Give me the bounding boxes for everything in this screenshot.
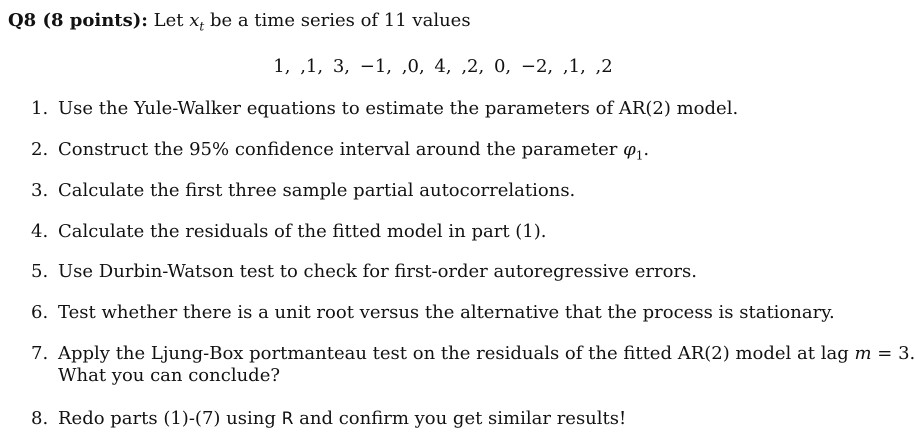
- task-text-continuation: What you can conclude?: [58, 365, 280, 386]
- task-item-1: [31, 98, 738, 120]
- task-number: 4.: [31, 221, 49, 242]
- task-text-before: Construct the 95% confidence interval around the parameter: [58, 139, 618, 160]
- task-text: Calculate the residuals of the fitted model in part (1).: [58, 221, 547, 242]
- lag-variable: m: [854, 343, 872, 364]
- task-number: 7.: [31, 343, 49, 364]
- task-text: Calculate the first three sample partial autocorrelations.: [58, 180, 576, 201]
- series-value: −1,: [359, 56, 393, 77]
- task-text-after: = 3.: [877, 343, 915, 364]
- series-value: ,1,: [562, 56, 586, 77]
- task-text-after: and confirm you get similar results!: [299, 408, 627, 429]
- task-item-8: [31, 408, 626, 430]
- series-value: ,2,: [461, 56, 485, 77]
- task-item-5: [31, 261, 697, 283]
- task-item-2: [31, 139, 649, 167]
- task-text: [58, 343, 915, 365]
- series-values: [0, 56, 878, 78]
- phi-subscript: 1: [635, 148, 644, 163]
- series-value: 1,: [273, 56, 291, 77]
- task-number: 8.: [31, 408, 49, 429]
- task-text: Use Durbin-Watson test to check for first-order autoregressive errors.: [58, 261, 697, 282]
- task-text: [58, 408, 626, 430]
- header-var-letter: x: [189, 10, 200, 31]
- phi-symbol: φ: [623, 139, 636, 160]
- task-text-before: Apply the Ljung-Box portmanteau test on the residuals of the fitted AR(2) model at lag: [58, 343, 849, 364]
- task-text: Test whether there is a unit root versus the alternative that the process is stationary.: [58, 302, 835, 323]
- task-number: 1.: [31, 98, 49, 119]
- series-value: 0,: [493, 56, 512, 77]
- task-item-6: [31, 302, 835, 324]
- task-item-7: [31, 343, 915, 387]
- header-text-before-var: Let: [153, 10, 184, 31]
- header-var: [189, 10, 205, 34]
- series-value: 3,: [332, 56, 351, 77]
- series-value: ,1,: [300, 56, 324, 77]
- header-var-subscript: t: [199, 19, 205, 34]
- task-number: 3.: [31, 180, 49, 201]
- series-value: 4,: [434, 56, 452, 77]
- question-header: [8, 10, 471, 38]
- series-value: ,2: [595, 56, 613, 77]
- task-text: Use the Yule-Walker equations to estimate the parameters of AR(2) model.: [58, 98, 739, 119]
- task-item-4: [31, 221, 547, 243]
- header-text-after-var: be a time series of 11 values: [209, 10, 471, 31]
- task-number: 6.: [31, 302, 49, 323]
- task-text-before: Redo parts (1)-(7) using: [58, 408, 276, 429]
- r-language-name: R: [281, 409, 294, 429]
- task-text-after: .: [643, 139, 650, 160]
- task-number: 5.: [31, 261, 49, 282]
- series-value: −2,: [520, 56, 554, 77]
- series-value: ,0,: [401, 56, 425, 77]
- task-number: 2.: [31, 139, 49, 160]
- question-label: Q8 (8 points):: [8, 10, 148, 31]
- task-item-3: [31, 180, 575, 202]
- task-text: [58, 139, 649, 167]
